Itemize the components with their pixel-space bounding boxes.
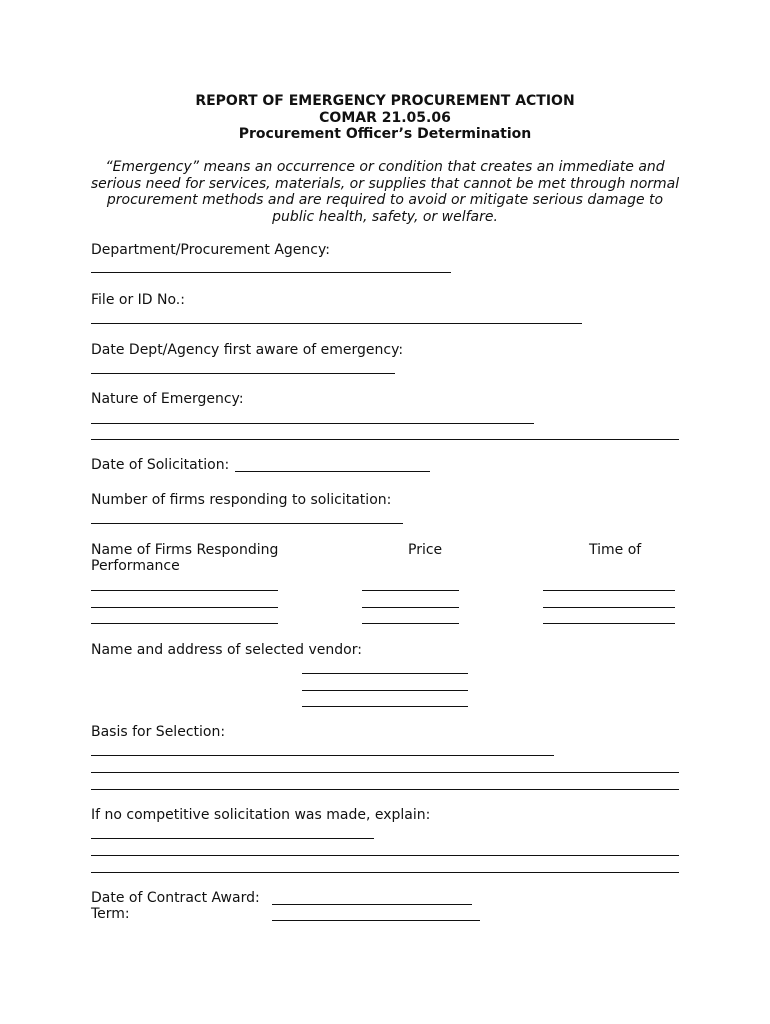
basis-label: Basis for Selection: xyxy=(91,724,226,740)
comar-reference: COMAR 21.05.06 xyxy=(319,110,451,126)
term-label: Term: xyxy=(91,906,130,922)
firm-name-field-1[interactable] xyxy=(91,590,278,591)
no-competitive-field-1[interactable] xyxy=(91,838,374,839)
vendor-field-2[interactable] xyxy=(302,690,468,691)
date-aware-label: Date Dept/Agency first aware of emergency: xyxy=(91,342,404,358)
date-solicitation-field[interactable] xyxy=(235,471,430,472)
vendor-label: Name and address of selected vendor: xyxy=(91,642,362,658)
vendor-field-1[interactable] xyxy=(302,673,468,674)
file-id-label: File or ID No.: xyxy=(91,292,185,308)
firm-name-field-3[interactable] xyxy=(91,623,278,624)
firm-time-field-2[interactable] xyxy=(543,607,675,608)
no-competitive-label: If no competitive solicitation was made, explain: xyxy=(91,807,431,823)
col-name-firms: Name of Firms Responding xyxy=(91,542,279,558)
no-competitive-field-3[interactable] xyxy=(91,872,679,873)
nature-field-2[interactable] xyxy=(91,439,679,440)
nature-label: Nature of Emergency: xyxy=(91,391,244,407)
determination-subtitle: Procurement Officer’s Determination xyxy=(238,126,532,142)
firm-time-field-1[interactable] xyxy=(543,590,675,591)
department-field[interactable] xyxy=(91,272,451,273)
firm-time-field-3[interactable] xyxy=(543,623,675,624)
term-field[interactable] xyxy=(272,920,480,921)
definition-line-3: procurement methods and are required to avoid or mitigate serious damage to xyxy=(106,192,664,208)
firm-price-field-2[interactable] xyxy=(362,607,459,608)
basis-field-1[interactable] xyxy=(91,755,554,756)
firm-name-field-2[interactable] xyxy=(91,607,278,608)
firm-price-field-1[interactable] xyxy=(362,590,459,591)
num-firms-label: Number of firms responding to solicitation: xyxy=(91,492,392,508)
date-award-field[interactable] xyxy=(272,904,472,905)
definition-line-4: public health, safety, or welfare. xyxy=(272,209,498,225)
basis-field-2[interactable] xyxy=(91,772,679,773)
definition-line-1: “Emergency” means an occurrence or condition that creates an immediate and xyxy=(105,159,665,175)
report-title: REPORT OF EMERGENCY PROCUREMENT ACTION xyxy=(195,93,575,109)
definition-line-2: serious need for services, materials, or supplies that cannot be met through normal xyxy=(90,176,680,192)
date-aware-field[interactable] xyxy=(91,373,395,374)
date-solicitation-label: Date of Solicitation: xyxy=(91,457,230,473)
file-id-field[interactable] xyxy=(91,323,582,324)
nature-field-1[interactable] xyxy=(91,423,534,424)
col-time-of: Time of xyxy=(589,542,642,558)
col-performance: Performance xyxy=(91,558,180,574)
basis-field-3[interactable] xyxy=(91,789,679,790)
department-label: Department/Procurement Agency: xyxy=(91,242,330,258)
no-competitive-field-2[interactable] xyxy=(91,855,679,856)
firm-price-field-3[interactable] xyxy=(362,623,459,624)
col-price: Price xyxy=(408,542,443,558)
date-award-label: Date of Contract Award: xyxy=(91,890,260,906)
num-firms-field[interactable] xyxy=(91,523,403,524)
vendor-field-3[interactable] xyxy=(302,706,468,707)
